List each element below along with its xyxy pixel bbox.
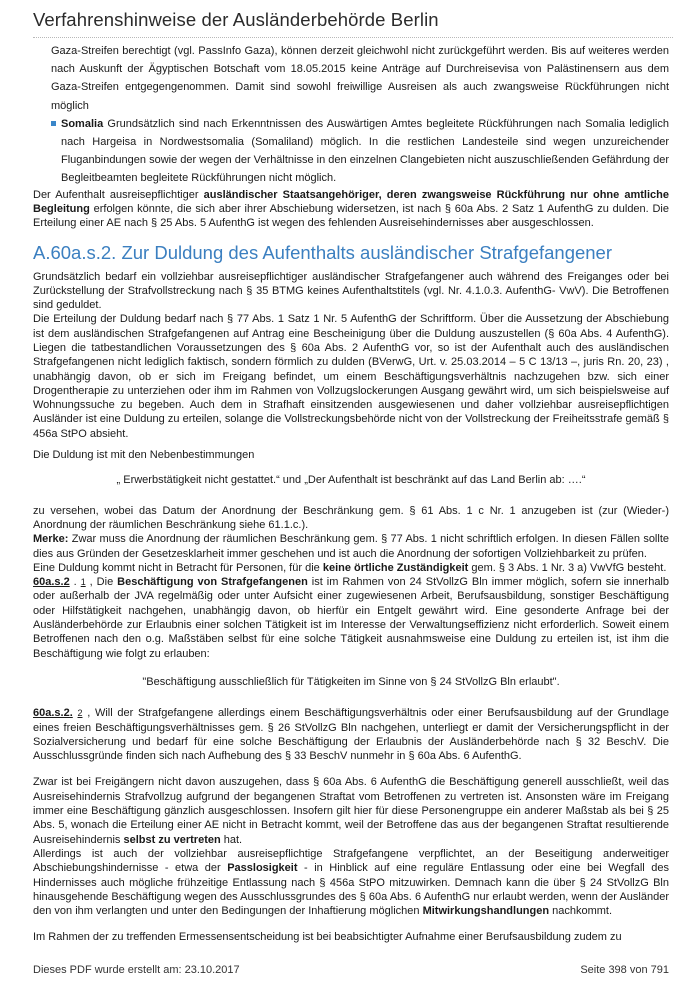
country-bullet-list xyxy=(51,42,669,188)
text-run: ist im Rahmen von 24 StVollzG Bln immer möglich, sofern sie innerhalb oder außerhalb der JVA regelmäßig oder unter Aufsicht einer zugewiesenen Arbeit, Berufsausbildung, sonstiger Beschäftigung oder Hilfstätigkeit nachgehen, unabhängig davon, ob hierfür ein Entgelt gewährt wird. Eine gesonderte Anfrage bei der Ausländerbehörde zur Erlaubnis einer solchen Tätigkeit ist im Interesse der Verwaltungseffizienz nicht erforderlich. Soweit einem Betroffenen nach den o.g. Maßstäben selbst für eine solche Tätigkeit ausnahmsweise eine Duldung zu erteilen ist, ist ihm die Beschäftigung wie folgt zu erlauben: xyxy=(33,576,669,660)
bold-run: Beschäftigung von Strafgefangenen xyxy=(117,576,308,589)
text-run: Zwar ist bei Freigängern nicht davon auszugehen, dass § 60a Abs. 6 AufenthG die Beschäftigung generell ausschließt, weil das Ausreisehindernis Strafvollzug aufgrund der begangenen Straftat vom Betroffenen zu vertreten ist. Ansonsten wäre im Freigang immer eine Beschäftigung gänzlich ausgeschlossen. Insofern gilt hier für diese Personengruppe ein anderer Maßstab als bei § 25 Abs. 5, wonach die Erteilung einer AE nicht in Betracht kommt, weil der Betroffene das aus der begangenen Straftat resultierende Ausreisehindernis xyxy=(33,776,669,846)
section-reference-link[interactable]: 60a.s.2. xyxy=(33,707,73,720)
text-run: nachkommt. xyxy=(549,905,613,918)
text-run: . xyxy=(69,576,81,589)
document-body xyxy=(33,42,669,945)
paragraph-zustaendigkeit xyxy=(33,561,669,575)
paragraph-2: Die Erteilung der Duldung bedarf nach § 77 Abs. 1 Satz 1 Nr. 5 AufenthG der Schriftform. Über die Aussetzung der Abschiebung ist dem ausländischen Strafgefangenen auf Antrag eine Bescheinigung über die Duldung auszustellen (§ 60a Abs. 4 AufenthG). Liegen die tatbestandlichen Voraussetzungen des § 60a Abs. 2 AufenthG vor, so ist der Aufenthalt auch des ausländischen Strafgefangenen nicht lediglich faktisch, sondern förmlich zu dulden (BVerwG, Urt. v. 25.03.2014 – 5 C 13/13 –, juris Rn. 20, 23) , unabhängig davon, ob er sich im Freigang befindet, um einem Beschäftigungsverhältnis nachzugehen bzw. sich einer Drogentherapie zu unterziehen oder ihm im Rahmen von Vollzugslockerungen Ausgang gewährt wird, um sich beispielsweise auf Wohnungssuche zu begeben. Auch dem in Strafhaft einsitzenden ausgewiesenen und daher vollziehbar ausreisepflichtigen Ausländer ist eine Duldung zu erteilen, solange die Vollstreckungsbehörde nicht von der Vollstreckung der Freiheitsstrafe gemäß § 456a StPO absieht. xyxy=(33,313,669,440)
paragraph-mitwirkung xyxy=(33,847,669,918)
text-run: hat. xyxy=(220,833,243,846)
text-run: gem. § 3 Abs. 1 Nr. 3 a) VwVfG besteht. xyxy=(468,561,667,574)
text-run: erfolgen könnte, die sich aber ihrer Abschiebung widersetzen, ist nach § 60a Abs. 2 Satz 1 AufenthG zu dulden. Die Erteilung einer AE nach § 25 Abs. 5 AufenthG ist wegen des fehlenden Ausreisehindernisses aber ausgeschlossen. xyxy=(33,202,669,230)
merke-label: Merke: xyxy=(33,533,69,546)
subsection-number-link[interactable]: 2 xyxy=(77,708,83,719)
text-run: - in Hinblick auf eine reguläre Entlassung oder eine bei Wegfall des Hindernisses auch mögliche frühzeitige Entlassung nach § 456a StPO mitzuwirken. Demnach kann die über § 24 StVollzG Bln hinausgehende Beschäftigung wegen des Ausschlussgrundes des § 60a Abs. 6 AufenthG nur erlaubt werden, wenn der Ausländer den von ihm verlangten und unter den Bedingungen der Inhaftierung möglichen xyxy=(33,862,669,918)
page-footer xyxy=(33,964,669,976)
text-run: , xyxy=(82,707,91,720)
paragraph-freigaenger xyxy=(33,775,669,846)
paragraph-4: zu versehen, wobei das Datum der Anordnung der Beschränkung gem. § 61 Abs. 1 c Nr. 1 anzugeben ist (zur (Wieder-) Anordnung der räumlichen Beschränkung siehe 61.1.c.). xyxy=(33,504,669,531)
somalia-label: Somalia xyxy=(61,117,104,130)
subsection-number-link[interactable]: 1 xyxy=(80,577,86,588)
footer-page-number: Seite 398 von 791 xyxy=(580,964,669,976)
gaza-bullet-continuation: Gaza-Streifen berechtigt (vgl. PassInfo Gaza), können derzeit gleichwohl nicht zurückgeführt werden. Bis auf weiteres werden nach Auskunft der Ägyptischen Botschaft vom 18.05.2015 keine Anträge auf Durchreisevisa von Palästinensern aus dem Gaza-Streifen entgegengenommen. Damit sind sowohl freiwillige Ausreisen als auch zwangsweise Rückführungen nicht möglich xyxy=(51,45,669,112)
text-run: Eine Duldung kommt nicht in Betracht für Personen, für die xyxy=(33,561,323,574)
section-heading: A.60a.s.2. Zur Duldung des Aufenthalts ausländischer Strafgefangener xyxy=(33,241,613,263)
bold-run: keine örtliche Zuständigkeit xyxy=(322,561,469,574)
header-title: Verfahrenshinweise der Ausländerbehörde Berlin xyxy=(33,9,439,30)
paragraph-merke xyxy=(33,532,669,561)
text-run: , Die xyxy=(85,576,118,589)
text-run: Zwar muss die Anordnung der räumlichen Beschränkung gem. § 77 Abs. 1 nicht schriftlich erfolgen. In diesen Fällen sollte dies aus Gründen der Gesetzesklarheit immer geschehen und ist auch die Anordnung der sofortigen Vollziehbarkeit zu prüfen. xyxy=(33,533,669,560)
paragraph-staatsangehoerige xyxy=(33,188,669,231)
bold-run: Mitwirkungshandlungen xyxy=(422,905,550,918)
bold-run: selbst zu vertreten xyxy=(123,833,221,846)
somalia-bullet xyxy=(51,115,669,188)
paragraph-60a-s2-1 xyxy=(33,575,669,661)
bold-run: Passlosigkeit xyxy=(227,862,298,875)
paragraph-60a-s2-2 xyxy=(33,706,669,763)
square-bullet-icon xyxy=(51,121,56,126)
paragraph-1: Grundsätzlich bedarf ein vollziehbar ausreisepflichtiger ausländischer Strafgefangener auch während des Freiganges oder bei Zurückstellung der Strafvollstreckung nach § 35 BTMG keines Aufenthaltstitels (vgl. Nr. 4.1.0.3. AufenthG- VwV). Die Betroffenen sind geduldet. xyxy=(33,270,669,312)
bold-run: ausländischer Staatsangehöriger, deren zwangsweise Rückführung nur ohne amtliche Begleitung xyxy=(33,188,669,215)
somalia-text: Grundsätzlich sind nach Erkenntnissen des Auswärtigen Amtes begleitete Rückführungen nach Somalia lediglich nach Hargeisa in Nordwestsomalia (Somaliland) möglich. In die restlichen Landesteile sind wegen unzureichender Fluganbindungen sowie der wegen der Verhältnisse in den einzelnen Clangebieten nicht auszuschließenden Gefährdung der Begleitbeamten begleitete Rückführungen nicht möglich. xyxy=(61,117,669,185)
page-header xyxy=(33,9,673,38)
paragraph-3: Die Duldung ist mit den Nebenbestimmungen xyxy=(33,449,255,462)
text-run: Will der Strafgefangene allerdings einem Beschäftigungsverhältnis oder einer Berufsausbildung auf der Grundlage eines freien Beschäftigungsverhältnisses gem. § 26 StVollzG Bln nachgehen, unterliegt er damit der Versicherungspflicht in der Sozialversicherung und bedarf für eine solche Beschäftigung der Erlaubnis der Ausländerbehörde nach § 32 BeschV. Die Ausschlussgründe finden sich nach Aufhebung des § 33 BeschV nunmehr in § 60a Abs. 6 AufenthG. xyxy=(33,707,669,763)
nebenbestimmungen-quote: „ Erwerbstätigkeit nicht gestattet.“ und „Der Aufenthalt ist beschränkt auf das Land Berlin ab: ….“ xyxy=(116,474,586,487)
text-run: Der Aufenthalt ausreisepflichtiger xyxy=(33,188,204,201)
paragraph-ermessen: Im Rahmen der zu treffenden Ermessensentscheidung ist bei beabsichtigter Aufnahme einer Berufsausbildung zudem zu xyxy=(33,931,622,944)
beschaeftigung-quote: "Beschäftigung ausschließlich für Tätigkeiten im Sinne von § 24 StVollzG Bln erlaubt". xyxy=(142,675,560,688)
footer-created-date: Dieses PDF wurde erstellt am: 23.10.2017 xyxy=(33,964,240,976)
section-reference-link[interactable]: 60a.s.2 xyxy=(33,576,70,589)
text-run: Allerdings ist auch der vollziehbar ausreisepflichtige Strafgefangene verpflichtet, an der Beseitigung anderweitiger Abschiebungshindernisse - etwa der xyxy=(33,847,669,875)
